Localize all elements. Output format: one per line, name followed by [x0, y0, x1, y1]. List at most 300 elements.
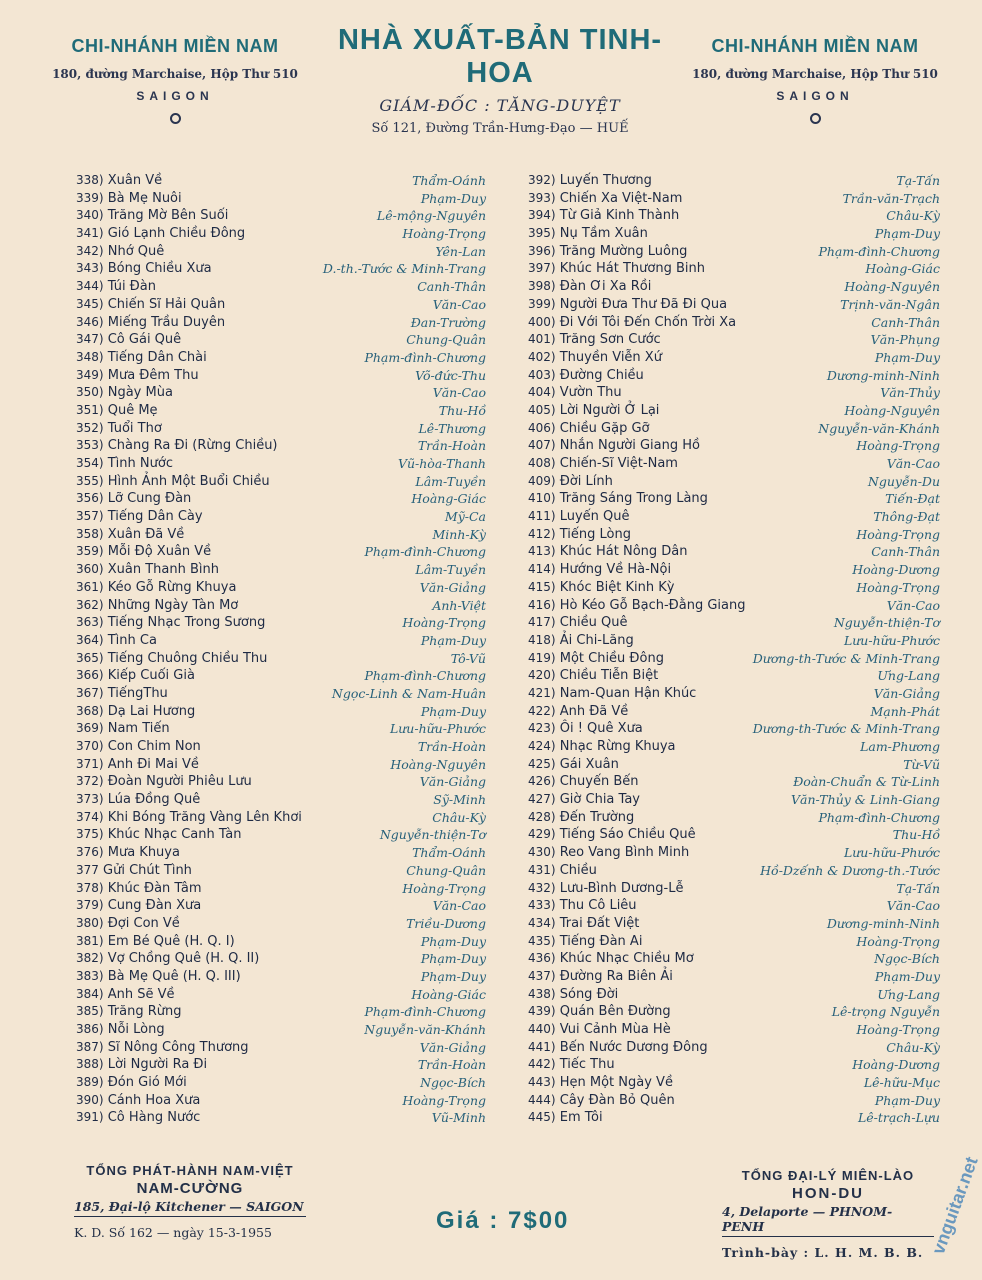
song-title-text: Đàn Ơi Xa Rồi — [559, 279, 652, 295]
song-row — [528, 402, 940, 420]
song-author: Thu-Hồ — [892, 827, 940, 843]
song-author: Lam-Phương — [860, 739, 940, 754]
song-author: Châu-Kỳ — [886, 1039, 940, 1055]
song-title-text: Con Chim Non — [107, 739, 201, 754]
song-author: Chung-Quân — [406, 332, 486, 348]
song-row — [528, 243, 940, 261]
song-author: Phạm-Duy — [874, 968, 940, 984]
song-title-text: Đường Ra Biên Ải — [559, 968, 673, 984]
branch-right-city: SAIGON — [776, 89, 854, 103]
song-title — [76, 826, 242, 844]
song-title — [528, 862, 597, 880]
song-title — [528, 703, 628, 721]
song-number: 365) — [76, 650, 104, 665]
song-number: 438) — [528, 986, 556, 1001]
song-number: 416) — [528, 597, 556, 612]
song-title-text: Vui Cảnh Mùa Hè — [559, 1022, 671, 1037]
song-number: 404) — [528, 385, 556, 400]
song-author: Phạm-đình-Chương — [818, 809, 940, 825]
song-author: Văn-Thủy & Linh-Giang — [791, 792, 940, 808]
song-row — [528, 597, 940, 615]
song-title-text: Những Ngày Tàn Mơ — [107, 597, 239, 613]
song-title — [76, 862, 192, 880]
song-title-text: Cô Hàng Nước — [107, 1110, 201, 1126]
song-title-text: Nam-Quan Hận Khúc — [559, 685, 697, 701]
song-title — [528, 597, 746, 615]
song-title — [528, 1109, 603, 1127]
song-row — [528, 667, 940, 685]
song-title — [528, 579, 674, 597]
song-title-text: Trăng Sáng Trong Làng — [559, 491, 708, 507]
agent-title: TỔNG ĐẠI-LÝ MIÊN-LÀO — [741, 1168, 915, 1183]
song-title-text: Nhạc Rừng Khuya — [559, 739, 676, 754]
song-number: 385) — [76, 1004, 104, 1019]
song-title-text: Giờ Chia Tay — [559, 792, 640, 808]
song-author: Châu-Kỳ — [432, 809, 486, 825]
song-number: 433) — [528, 898, 556, 913]
song-author: Tạ-Tấn — [896, 880, 940, 896]
song-title — [76, 331, 181, 349]
song-title-text: Em Tôi — [559, 1110, 603, 1126]
song-row — [76, 1074, 486, 1092]
song-title — [528, 968, 673, 986]
song-title-text: Nụ Tầm Xuân — [559, 226, 648, 242]
song-title-text: Trăng Sơn Cước — [559, 332, 661, 348]
song-row — [76, 384, 486, 402]
song-number: 418) — [528, 632, 556, 647]
song-row — [76, 826, 486, 844]
branch-right-name: CHI-NHÁNH MIỀN NAM — [711, 36, 919, 56]
song-row — [76, 632, 486, 650]
song-title-text: Tiếng Chuông Chiều Thu — [107, 650, 268, 666]
song-number: 419) — [528, 650, 556, 665]
song-row — [528, 437, 940, 455]
song-title — [76, 296, 225, 314]
song-title — [528, 1039, 708, 1057]
song-title-text: Dạ Lai Hương — [107, 703, 196, 719]
song-row — [528, 844, 940, 862]
song-author: Minh-Kỳ — [432, 526, 486, 542]
song-title — [528, 809, 634, 827]
song-number: 431) — [528, 862, 556, 877]
song-author: Tô-Vũ — [450, 650, 486, 666]
song-title-text: Hướng Về Hà-Nội — [559, 562, 672, 578]
song-title-text: Từ Giả Kinh Thành — [559, 208, 680, 224]
song-number: 420) — [528, 668, 556, 683]
song-author: Hoàng-Trọng — [402, 880, 486, 896]
song-title — [528, 826, 696, 844]
song-number: 444) — [528, 1092, 556, 1107]
song-column-right — [528, 172, 940, 1127]
song-author: Văn-Phụng — [870, 332, 940, 348]
song-author: Dương-th-Tước & Minh-Trang — [752, 650, 940, 666]
song-row — [528, 986, 940, 1004]
song-number: 386) — [76, 1022, 104, 1036]
song-title — [76, 791, 200, 809]
song-author: Lưu-hữu-Phước — [843, 845, 940, 861]
song-number: 346) — [76, 314, 104, 329]
song-title — [528, 773, 639, 791]
song-row — [76, 738, 486, 756]
song-row — [76, 526, 486, 544]
song-title-text: Luyến Quê — [559, 509, 630, 525]
song-author: Hồ-Dzếnh & Dương-th.-Tước — [760, 862, 940, 878]
song-title-text: Quán Bên Đường — [559, 1004, 671, 1020]
song-author: Hoàng-Trọng — [856, 526, 940, 542]
song-number: 423) — [528, 721, 556, 736]
song-number: 376) — [76, 845, 104, 860]
song-title — [76, 260, 212, 278]
song-title-text: Nhắn Người Giang Hồ — [559, 438, 700, 454]
song-author: Đan-Trường — [410, 314, 486, 330]
song-title — [76, 703, 195, 721]
song-author: Văn-Cao — [432, 385, 486, 401]
song-title-text: Chiến Sĩ Hải Quân — [107, 296, 226, 312]
song-title-text: Cô Gái Quê — [107, 332, 182, 348]
song-row — [76, 437, 486, 455]
song-number: 354) — [76, 456, 104, 470]
song-number: 379) — [76, 898, 104, 913]
song-author: Lê-trọng Nguyễn — [831, 1004, 940, 1020]
song-row — [76, 190, 486, 208]
song-number: 414) — [528, 562, 556, 577]
song-author: Hoàng-Trọng — [402, 226, 486, 242]
song-number: 363) — [76, 615, 104, 630]
song-number: 339) — [76, 190, 104, 205]
song-row — [528, 349, 940, 367]
song-title-text: Chàng Ra Đi (Rừng Chiều) — [107, 438, 278, 454]
license-info: K. D. Số 162 — ngày 15-3-1955 — [74, 1225, 272, 1240]
song-title-text: Người Đưa Thư Đã Đi Qua — [559, 296, 728, 312]
song-row — [528, 526, 940, 544]
song-row — [528, 1074, 940, 1092]
song-title-text: Nhớ Quê — [107, 243, 165, 259]
song-row — [528, 1092, 940, 1110]
song-title — [528, 650, 664, 668]
distributor-address: 185, Đại-lộ Kitchener — SAIGON — [74, 1199, 306, 1217]
song-title — [76, 614, 265, 632]
song-title-text: Sóng Đời — [559, 986, 619, 1002]
song-title-text: Tiếc Thu — [559, 1057, 615, 1073]
song-number: 408) — [528, 456, 556, 470]
branch-left-city: SAIGON — [136, 89, 214, 103]
song-title — [528, 1092, 675, 1110]
song-author: Dương-th-Tước & Minh-Trang — [752, 721, 940, 737]
song-title — [76, 543, 211, 561]
song-author: Nguyễn-văn-Khánh — [364, 1022, 486, 1037]
song-number: 417) — [528, 615, 556, 630]
song-title — [76, 933, 235, 951]
song-title-text: Bóng Chiều Xưa — [107, 261, 212, 277]
song-author: Lê-hữu-Mục — [863, 1075, 940, 1091]
distributor-name: NAM-CƯỜNG — [136, 1180, 244, 1197]
song-title — [528, 473, 613, 491]
song-title — [528, 278, 651, 296]
ornament-dot-icon — [170, 113, 181, 124]
song-title — [76, 473, 270, 491]
song-title-text: Gửi Chút Tình — [103, 862, 192, 878]
song-number: 439) — [528, 1004, 556, 1019]
song-number: 355) — [76, 473, 104, 488]
song-title — [528, 933, 642, 951]
song-title — [528, 685, 696, 703]
song-title — [76, 278, 156, 296]
song-title-text: Đoàn Người Phiêu Lưu — [107, 774, 252, 790]
song-author: Văn-Cao — [886, 456, 940, 471]
song-title-text: Xuân Đã Về — [107, 526, 185, 542]
song-number: 442) — [528, 1057, 556, 1072]
song-number: 405) — [528, 402, 556, 417]
song-title-text: Ngày Mùa — [107, 385, 173, 401]
song-author: Canh-Thân — [417, 279, 486, 295]
song-number: 424) — [528, 739, 556, 753]
song-title-text: Chiều Gặp Gỡ — [559, 420, 650, 436]
song-author: Phạm-Duy — [420, 632, 486, 648]
song-title-text: Trai Đất Việt — [559, 915, 640, 931]
song-row — [528, 420, 940, 438]
song-title — [76, 402, 158, 420]
song-number: 372) — [76, 774, 104, 789]
song-title — [528, 367, 644, 385]
song-title-text: Lưu-Bình Dương-Lễ — [559, 880, 684, 896]
song-number: 380) — [76, 915, 104, 930]
song-title-text: Lời Người Ở Lại — [559, 402, 660, 418]
song-number: 378) — [76, 880, 104, 895]
song-author: Chung-Quân — [406, 862, 486, 878]
song-title-text: Chiều Quê — [559, 615, 628, 631]
song-row — [528, 190, 940, 208]
song-title-text: Quê Mẹ — [107, 402, 158, 418]
song-title — [528, 420, 649, 438]
song-author: Phạm-đình-Chương — [818, 243, 940, 259]
song-title-text: Hình Ảnh Một Buổi Chiều — [107, 473, 270, 489]
song-title-text: Reo Vang Bình Minh — [559, 845, 690, 861]
song-title — [76, 526, 184, 544]
song-number: 347) — [76, 332, 104, 347]
song-number: 443) — [528, 1075, 556, 1090]
song-author: Văn-Thủy — [880, 385, 940, 401]
song-row — [76, 950, 486, 968]
song-author: Hoàng-Giác — [411, 986, 486, 1002]
song-title — [528, 243, 687, 261]
song-number: 413) — [528, 544, 556, 559]
song-title — [76, 880, 201, 898]
song-title — [528, 225, 648, 243]
song-title — [76, 314, 225, 332]
song-row — [528, 1109, 940, 1127]
song-title — [528, 738, 676, 756]
song-title — [76, 490, 191, 508]
song-title-text: Khúc Hát Nông Dân — [559, 544, 688, 560]
song-title-text: Cung Đàn Xưa — [107, 898, 202, 914]
song-number: 371) — [76, 756, 104, 771]
song-author: Dương-minh-Ninh — [826, 915, 940, 931]
song-title-text: Nỗi Lòng — [107, 1022, 165, 1037]
song-title — [528, 897, 637, 915]
song-author: Phạm-Duy — [874, 349, 940, 365]
song-author: Văn-Cao — [432, 296, 486, 312]
song-title — [76, 172, 162, 190]
song-author: Ưng-Lang — [877, 986, 940, 1002]
song-title-text: Khúc Nhạc Canh Tàn — [107, 827, 242, 843]
song-number: 393) — [528, 190, 556, 205]
song-title — [76, 1021, 165, 1039]
song-title — [528, 490, 708, 508]
song-author: Văn-Cao — [886, 597, 940, 613]
song-row — [528, 367, 940, 385]
song-title-text: Tình Ca — [107, 632, 157, 648]
song-author: Thẩm-Oánh — [412, 845, 486, 861]
song-author: Thông-Đạt — [873, 509, 940, 525]
song-title-text: Em Bé Quê (H. Q. I) — [107, 933, 235, 949]
song-title-text: Anh Đi Mai Về — [107, 756, 199, 772]
song-author: Phạm-đình-Chương — [364, 668, 486, 684]
song-row — [528, 685, 940, 703]
song-title — [76, 968, 241, 986]
song-author: Phạm-Duy — [420, 190, 486, 206]
song-number: 441) — [528, 1039, 556, 1054]
song-author: Từ-Vũ — [903, 756, 940, 772]
song-number: 350) — [76, 385, 104, 400]
publisher-header — [320, 24, 680, 136]
song-title — [528, 384, 622, 402]
song-row — [528, 950, 940, 968]
song-title — [76, 685, 168, 703]
song-row — [528, 809, 940, 827]
song-number: 357) — [76, 509, 104, 524]
song-row — [76, 597, 486, 615]
branch-left-name: CHI-NHÁNH MIỀN NAM — [71, 36, 279, 56]
song-title-text: Chiều — [559, 862, 597, 878]
publisher-name: NHÀ XUẤT-BẢN TINH-HOA — [337, 24, 663, 89]
song-row — [76, 614, 486, 632]
song-title-text: Chiến-Sĩ Việt-Nam — [559, 456, 678, 471]
song-number: 428) — [528, 809, 556, 824]
song-author: Hoàng-Nguyên — [844, 279, 940, 295]
song-author: Hoàng-Giác — [411, 491, 486, 507]
song-row — [76, 331, 486, 349]
song-row — [76, 225, 486, 243]
song-title — [76, 650, 267, 668]
song-title-text: Đời Lính — [559, 473, 613, 489]
song-number: 399) — [528, 296, 556, 311]
song-author: Phạm-Duy — [420, 933, 486, 949]
song-author: Lâm-Tuyền — [415, 473, 486, 489]
song-number: 392) — [528, 173, 556, 187]
song-column-left — [76, 172, 486, 1127]
song-author: Thẩm-Oánh — [412, 173, 486, 188]
song-title — [528, 1003, 671, 1021]
song-title-text: Túi Đàn — [107, 279, 156, 295]
branch-right-address: 180, đường Marchaise, Hộp Thư 510 — [692, 67, 938, 81]
song-title-text: Luyến Thương — [559, 173, 652, 188]
song-author: Lê-Thương — [418, 420, 486, 436]
song-author: Hoàng-Trọng — [856, 438, 940, 454]
song-title-text: Tiếng Dân Chài — [107, 349, 207, 365]
song-number: 356) — [76, 491, 104, 506]
song-title — [76, 773, 252, 791]
song-author: Nguyễn-Du — [867, 473, 940, 489]
song-author: Trịnh-văn-Ngân — [840, 296, 940, 312]
song-author: Hoàng-Giác — [865, 261, 940, 277]
song-number: 362) — [76, 597, 104, 612]
song-number: 383) — [76, 968, 104, 983]
song-number: 377 — [76, 862, 99, 877]
song-title — [76, 579, 236, 597]
song-author: Triều-Dương — [406, 915, 486, 931]
song-number: 415) — [528, 579, 556, 594]
song-title-text: Anh Đã Về — [559, 703, 629, 719]
song-title — [76, 190, 182, 208]
publisher-address: Số 121, Đường Trần-Hưng-Đạo — HUẾ — [371, 121, 629, 136]
song-row — [76, 986, 486, 1004]
song-row — [76, 1021, 486, 1039]
song-number: 361) — [76, 579, 104, 594]
song-title-text: Mưa Đêm Thu — [107, 367, 199, 383]
song-title — [528, 190, 682, 208]
song-title-text: Khi Bóng Trăng Vàng Lên Khơi — [107, 809, 302, 825]
song-number: 427) — [528, 792, 556, 807]
song-row — [528, 791, 940, 809]
song-number: 340) — [76, 208, 104, 223]
song-title-text: Thu Cô Liêu — [559, 898, 637, 914]
song-number: 382) — [76, 951, 104, 966]
song-row — [528, 331, 940, 349]
song-title — [76, 349, 207, 367]
song-row — [528, 826, 940, 844]
song-author: Thu-Hồ — [438, 402, 486, 418]
song-row — [528, 1056, 940, 1074]
song-number: 410) — [528, 491, 556, 506]
song-title-text: Chuyến Bến — [559, 774, 639, 790]
song-author: Hoàng-Trọng — [856, 579, 940, 595]
song-row — [528, 296, 940, 314]
song-number: 430) — [528, 845, 556, 860]
song-author: Yên-Lan — [435, 243, 486, 259]
branch-right — [680, 36, 950, 124]
song-row — [528, 490, 940, 508]
song-number: 422) — [528, 703, 556, 718]
song-author: Sỹ-Minh — [433, 792, 486, 808]
song-row — [76, 933, 486, 951]
song-title-text: Lỡ Cung Đàn — [107, 491, 192, 507]
song-row — [528, 968, 940, 986]
song-title — [528, 1021, 671, 1039]
song-author: Lưu-hữu-Phước — [843, 632, 940, 648]
song-title-text: Tình Nước — [107, 456, 173, 471]
song-title-text: Gió Lạnh Chiều Đông — [107, 226, 246, 242]
song-title — [528, 314, 736, 332]
song-number: 345) — [76, 296, 104, 311]
song-author: Trần-Hoàn — [417, 739, 486, 754]
song-number: 348) — [76, 349, 104, 364]
song-title-text: Xuân Về — [107, 173, 163, 188]
song-title-text: Vườn Thu — [559, 385, 622, 401]
song-row — [528, 738, 940, 756]
song-title-text: Hẹn Một Ngày Về — [559, 1075, 673, 1091]
song-title — [76, 1074, 187, 1092]
song-number: 349) — [76, 367, 104, 382]
song-title — [528, 986, 618, 1004]
song-number: 436) — [528, 951, 556, 966]
song-title-text: Miếng Trầu Duyên — [107, 314, 226, 330]
song-number: 360) — [76, 562, 104, 577]
song-number: 396) — [528, 243, 556, 258]
song-title-text: Xuân Thanh Bình — [107, 562, 219, 578]
song-number: 370) — [76, 739, 104, 753]
song-row — [76, 968, 486, 986]
ornament-dot-icon — [810, 113, 821, 124]
